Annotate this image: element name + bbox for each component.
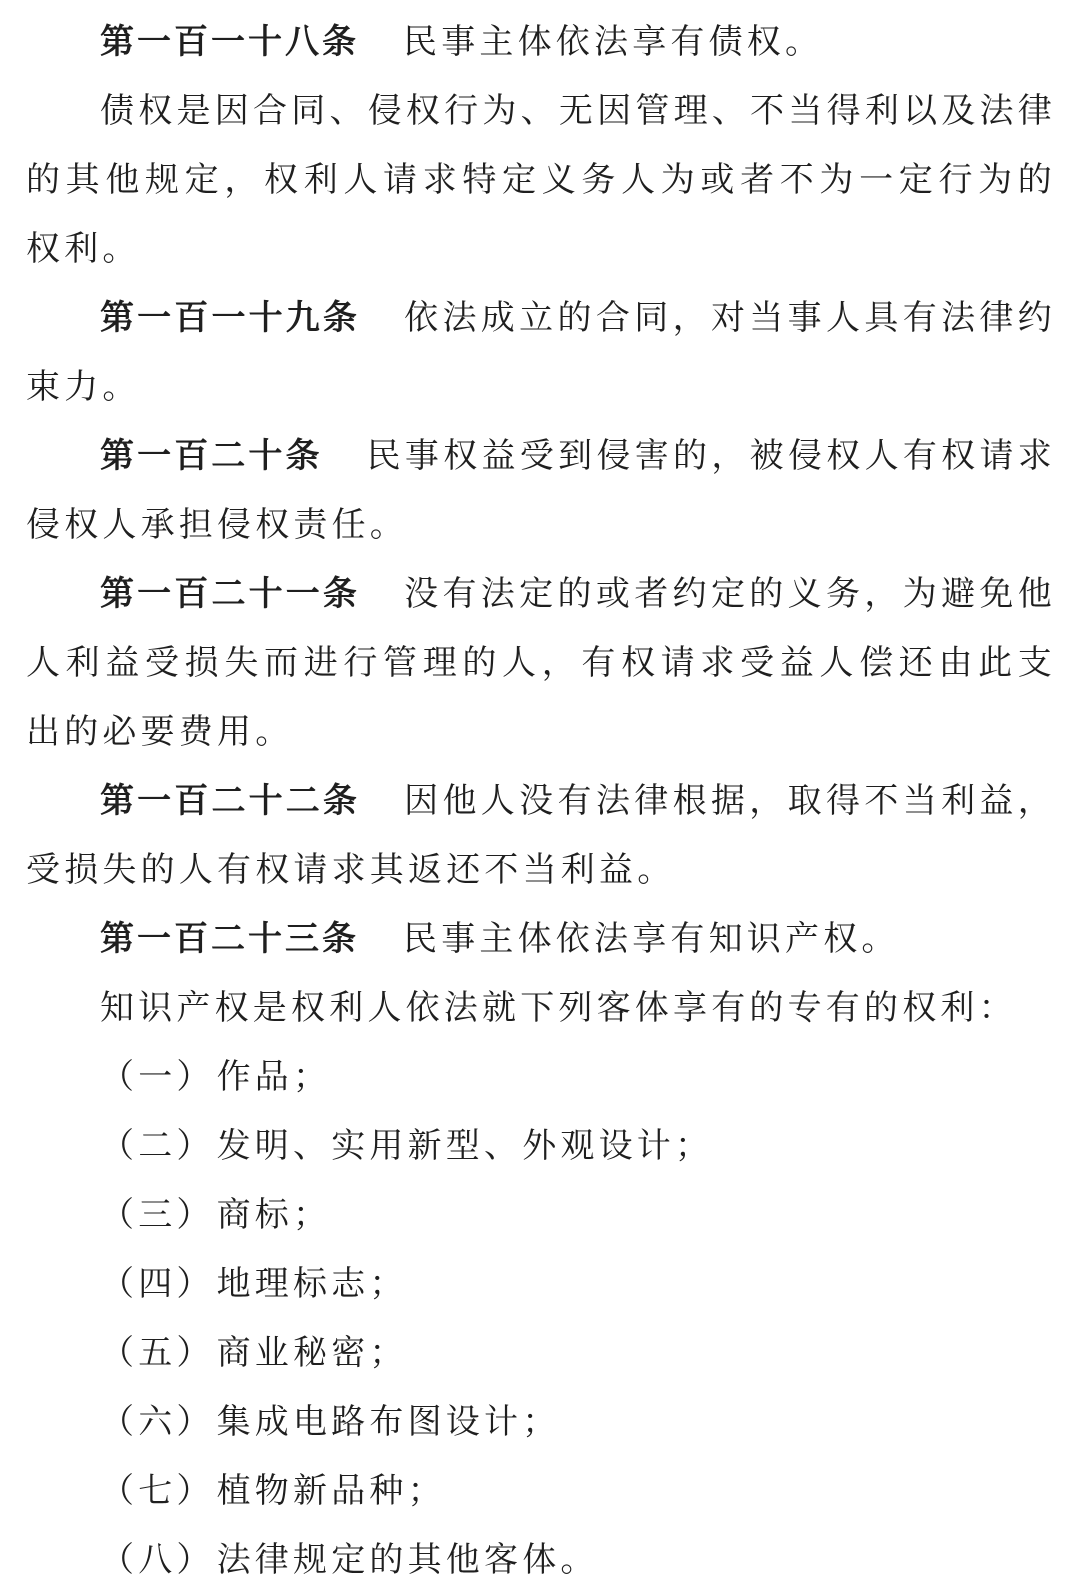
article-number: 第一百一十九条: [100, 298, 361, 338]
list-item: [26, 1526, 1056, 1595]
article-120: [26, 422, 1056, 560]
list-item: [26, 1388, 1056, 1457]
list-item-number: （三）: [100, 1195, 215, 1235]
list-item-text: 植物新品种；: [216, 1471, 446, 1511]
article-text: 没有法定的或者约定的义务，为避免他人利益受损失而进行管理的人，有权请求受益人偿还由此支出的必要费用。: [26, 574, 1056, 752]
article-number: 第一百二十二条: [100, 781, 361, 821]
list-item: [26, 1043, 1056, 1112]
article-121: [26, 560, 1056, 767]
article-text: 债权是因合同、侵权行为、无因管理、不当得利以及法律的其他规定，权利人请求特定义务人为或者不为一定行为的权利。: [26, 91, 1056, 269]
list-item: [26, 1250, 1056, 1319]
article-number: 第一百二十一条: [100, 574, 361, 614]
article-text: 因他人没有法律根据，取得不当利益，受损失的人有权请求其返还不当利益。: [26, 781, 1056, 890]
list-item-text: 地理标志；: [216, 1264, 408, 1304]
list-item-number: （二）: [100, 1126, 215, 1166]
article-text: 民事主体依法享有债权。: [403, 22, 824, 62]
article-text: 民事主体依法享有知识产权。: [403, 919, 900, 959]
list-item-number: （四）: [100, 1264, 215, 1304]
article-123-paragraph-2: [26, 974, 1056, 1043]
article-text: 依法成立的合同，对当事人具有法律约束力。: [26, 298, 1056, 407]
ip-object-list: [26, 1043, 1056, 1595]
article-text: 民事权益受到侵害的，被侵权人有权请求侵权人承担侵权责任。: [26, 436, 1056, 545]
list-item-number: （六）: [100, 1402, 215, 1442]
list-item: [26, 1181, 1056, 1250]
article-118: [26, 8, 1056, 77]
list-item: [26, 1112, 1056, 1181]
document-page: [26, 8, 1056, 1595]
article-number: 第一百一十八条: [100, 22, 359, 62]
list-item-number: （八）: [100, 1540, 215, 1580]
list-item-number: （七）: [100, 1471, 215, 1511]
article-122: [26, 767, 1056, 905]
list-item: [26, 1457, 1056, 1526]
list-item-text: 作品；: [216, 1057, 332, 1097]
list-item: [26, 1319, 1056, 1388]
article-number: 第一百二十条: [100, 436, 323, 476]
list-item-text: 发明、实用新型、外观设计；: [216, 1126, 714, 1166]
article-text: 知识产权是权利人依法就下列客体享有的专有的权利：: [100, 988, 1017, 1028]
list-item-text: 商业秘密；: [216, 1333, 408, 1373]
article-118-paragraph-2: [26, 77, 1056, 284]
article-number: 第一百二十三条: [100, 919, 359, 959]
article-119: [26, 284, 1056, 422]
list-item-text: 集成电路布图设计；: [216, 1402, 561, 1442]
list-item-text: 法律规定的其他客体。: [216, 1540, 599, 1580]
article-123: [26, 905, 1056, 974]
list-item-text: 商标；: [216, 1195, 332, 1235]
list-item-number: （一）: [100, 1057, 215, 1097]
list-item-number: （五）: [100, 1333, 215, 1373]
